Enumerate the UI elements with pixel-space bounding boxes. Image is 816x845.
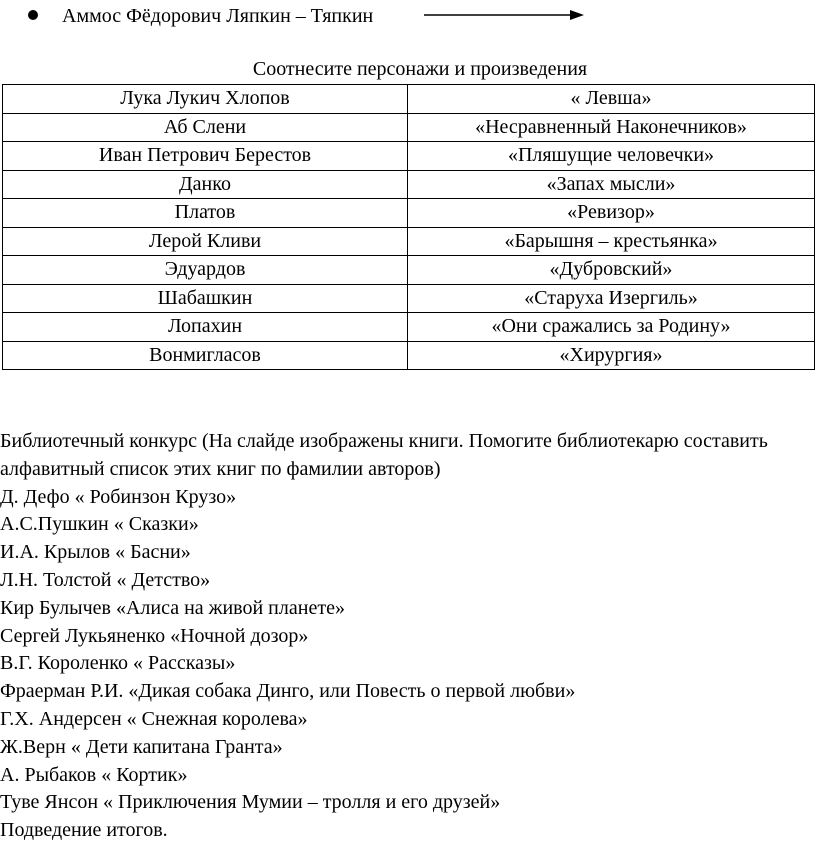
table-row [3, 341, 815, 370]
character-cell: Иван Петрович Берестов [3, 142, 408, 171]
book-entry: В.Г. Короленко « Рассказы» [0, 652, 236, 675]
table-title: Соотнесите персонажи и произведения [252, 58, 588, 80]
bullet-dot-icon [28, 10, 38, 20]
contest-intro-line: Библиотечный конкурс (На слайде изображены книги. Помогите библиотекарю составить [0, 430, 768, 452]
table-row [3, 85, 815, 114]
work-cell: «Запах мысли» [408, 170, 815, 199]
table-row [3, 284, 815, 313]
table-row [3, 170, 815, 199]
work-cell: «Пляшущие человечки» [408, 142, 815, 171]
character-cell: Аб Слени [3, 113, 408, 142]
work-cell: «Старуха Изергиль» [408, 284, 815, 313]
book-entry: Кир Булычев «Алиса на живой планете» [0, 596, 345, 619]
book-entry: А. Рыбаков « Кортик» [0, 763, 188, 786]
arrow-right-icon [424, 8, 584, 22]
character-cell: Лерой Кливи [3, 227, 408, 256]
character-cell: Лука Лукич Хлопов [3, 85, 408, 114]
book-entry: Д. Дефо « Робинзон Крузо» [0, 485, 237, 508]
table-row [3, 256, 815, 285]
table-row [3, 227, 815, 256]
book-entry: Ж.Верн « Дети капитана Гранта» [0, 735, 283, 758]
book-entry: Л.Н. Толстой « Детство» [0, 568, 211, 591]
table-row [3, 142, 815, 171]
book-entry: А.С.Пушкин « Сказки» [0, 513, 199, 536]
matching-table [2, 84, 815, 370]
summary-line: Подведение итогов. [0, 819, 168, 842]
work-cell: «Барышня – крестьянка» [408, 227, 815, 256]
table-row [3, 199, 815, 228]
bullet-item [28, 2, 373, 30]
character-cell: Лопахин [3, 313, 408, 342]
book-entry: Фраерман Р.И. «Дикая собака Динго, или Повесть о первой любви» [0, 680, 576, 703]
book-entry: Г.Х. Андерсен « Снежная королева» [0, 707, 308, 730]
character-cell: Шабашкин [3, 284, 408, 313]
matching-table-body [3, 85, 815, 370]
character-cell: Платов [3, 199, 408, 228]
work-cell: «Ревизор» [408, 199, 815, 228]
bullet-text: Аммос Фёдорович Ляпкин – Тяпкин [62, 5, 374, 27]
contest-intro-line: алфавитный список этих книг по фамилии авторов) [0, 457, 441, 480]
work-cell: «Они сражались за Родину» [408, 313, 815, 342]
book-entry: И.А. Крылов « Басни» [0, 541, 191, 564]
book-entry: Туве Янсон « Приключения Мумии – тролля и его друзей» [0, 791, 501, 814]
work-cell: « Левша» [408, 85, 815, 114]
work-cell: «Хирургия» [408, 341, 815, 370]
table-row [3, 313, 815, 342]
book-entry: Сергей Лукьяненко «Ночной дозор» [0, 624, 309, 647]
work-cell: «Дубровский» [408, 256, 815, 285]
character-cell: Вонмигласов [3, 341, 408, 370]
character-cell: Данко [3, 170, 408, 199]
work-cell: «Несравненный Наконечников» [408, 113, 815, 142]
table-row [3, 113, 815, 142]
character-cell: Эдуардов [3, 256, 408, 285]
contest-section [0, 428, 816, 845]
